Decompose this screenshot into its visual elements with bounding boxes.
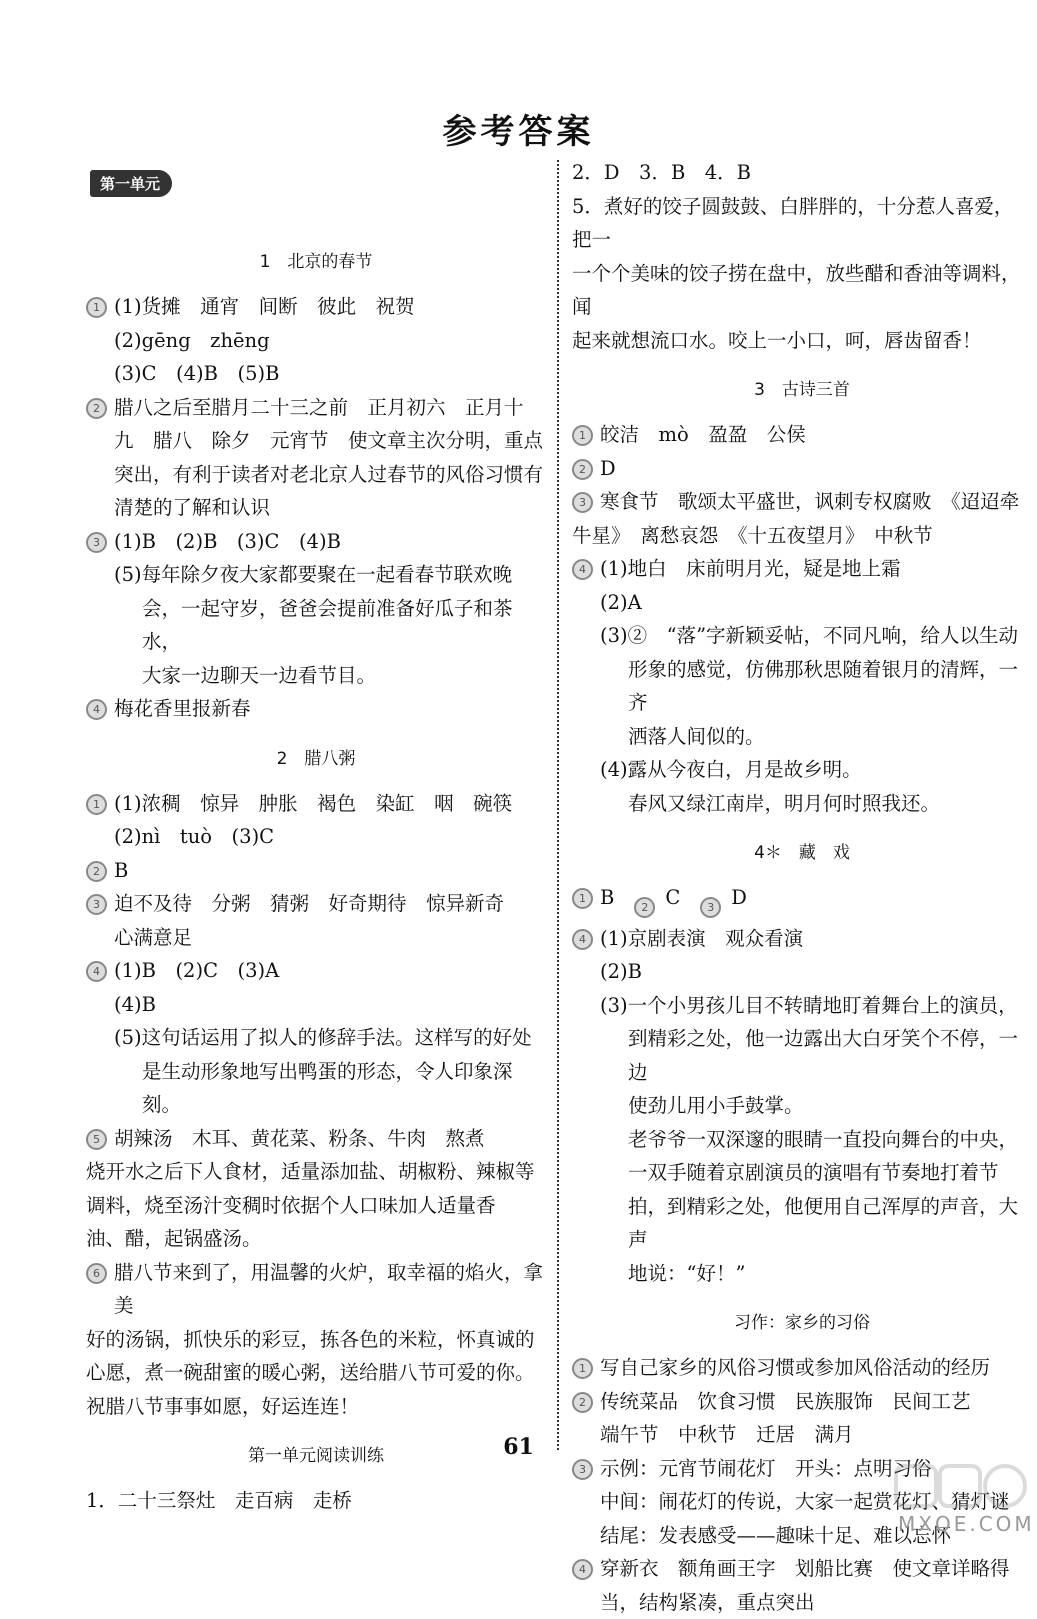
question-4	[86, 954, 546, 1122]
question-number-icon: 3	[86, 894, 107, 915]
answer-line: (4)B	[114, 988, 546, 1022]
question-1	[572, 1351, 1032, 1385]
answer-text: D	[731, 881, 747, 922]
question-number-icon: 1	[572, 425, 593, 446]
answer-line: 到精彩之处，他一边露出大白牙笑个不停，一边	[600, 1022, 1032, 1089]
answer-line: 腊八之后至腊月二十三之前 正月初六 正月十	[114, 391, 546, 425]
section-heading-beijing-spring-festival: 1 北京的春节	[86, 247, 546, 272]
answer-line: 九 腊八 除夕 元宵节 使文章主次分明，重点	[114, 424, 546, 458]
answer-line: 端午节 中秋节 迁居 满月	[600, 1418, 1032, 1452]
question-2	[572, 452, 1032, 486]
question-4	[86, 692, 546, 726]
answer-line: 心愿，煮一碗甜蜜的暖心粥，送给腊八节可爱的你。	[86, 1356, 546, 1390]
question-number-icon: 4	[572, 929, 593, 950]
answer-line: (1)B (2)C (3)A	[114, 954, 546, 988]
answer-line: 5．煮好的饺子圆鼓鼓、白胖胖的，十分惹人喜爱，把一	[572, 190, 1032, 257]
answer-line: 迫不及待 分粥 猜粥 好奇期待 惊异新奇	[114, 887, 546, 921]
answer-line: 2．D 3．B 4．B	[572, 156, 1032, 190]
answer-line: 春风又绿江南岸，明月何时照我还。	[600, 787, 1032, 821]
question-5	[86, 1122, 546, 1156]
question-number-icon: 1	[86, 794, 107, 815]
page-number: 61	[0, 1434, 1037, 1460]
answer-line: (5)每年除夕夜大家都要聚在一起看春节联欢晚	[114, 558, 546, 592]
question-number-icon: 1	[572, 1358, 593, 1379]
section-heading-three-poems: 3 古诗三首	[572, 375, 1032, 400]
answer-line: (1)地白 床前明月光，疑是地上霜	[600, 552, 1032, 586]
answer-line: 清楚的了解和认识	[114, 491, 546, 525]
answer-line: 穿新衣 额角画王字 划船比赛 使文章详略得	[600, 1552, 1032, 1586]
page-title: 参考答案	[0, 104, 1037, 153]
answer-line: 示例：元宵节闹花灯 开头：点明习俗	[600, 1452, 1032, 1486]
question-1	[572, 418, 1032, 452]
answer-line: D	[600, 452, 1032, 486]
question-number-icon: 1	[572, 888, 593, 909]
question-2	[86, 391, 546, 525]
answer-line: 烧开水之后下人食材，适量添加盐、胡椒粉、辣椒等	[86, 1155, 546, 1189]
question-number-icon: 2	[634, 897, 655, 918]
unit-badge: 第一单元	[90, 170, 172, 197]
answer-line: (1)货摊 通宵 间断 彼此 祝贺	[114, 290, 546, 324]
answer-line: (5)这句话运用了拟人的修辞手法。这样写的好处	[114, 1021, 546, 1055]
question-number-icon: 4	[572, 559, 593, 580]
answer-line: 腊八节来到了，用温馨的火炉，取幸福的焰火，拿美	[114, 1256, 546, 1323]
answer-line: (3)② “落”字新颖妥帖，不同凡响，给人以生动	[600, 619, 1032, 653]
answer-line: 胡辣汤 木耳、黄花菜、粉条、牛肉 熬煮	[114, 1122, 546, 1156]
answer-line: 使劲儿用小手鼓掌。	[600, 1089, 1032, 1123]
answer-line: 结尾：发表感受——趣味十足、难以忘怀	[600, 1519, 1032, 1553]
questions-1-2-3	[572, 881, 1032, 922]
answer-line: (1)京剧表演 观众看演	[600, 922, 1032, 956]
answer-line: (1)浓稠 惊异 肿胀 褐色 染缸 咽 碗筷	[114, 787, 546, 821]
question-2	[86, 854, 546, 888]
answer-line: (1)B (2)B (3)C (4)B	[114, 525, 546, 559]
answer-line: 牛星》 离愁哀怨 《十五夜望月》 中秋节	[572, 519, 1032, 553]
question-number-icon: 2	[572, 1392, 593, 1413]
question-number-icon: 3	[86, 532, 107, 553]
answer-line: 寒食节 歌颂太平盛世，讽刺专权腐败 《迢迢牵	[600, 485, 1032, 519]
question-number-icon: 4	[572, 1559, 593, 1580]
question-number-icon: 2	[572, 459, 593, 480]
question-4	[572, 922, 1032, 1291]
answer-text: B	[600, 881, 614, 922]
question-number-icon: 3	[700, 897, 721, 918]
answer-line: 是生动形象地写出鸭蛋的形态，令人印象深刻。	[114, 1055, 546, 1122]
answer-line: 1．二十三祭灶 走百病 走桥	[86, 1484, 546, 1518]
column-divider	[557, 160, 559, 1450]
answer-text: C	[665, 881, 680, 922]
question-number-icon: 4	[86, 961, 107, 982]
question-3	[86, 887, 546, 954]
question-6	[86, 1256, 546, 1323]
answer-line: 一双手随着京剧演员的演唱有节奏地打着节	[600, 1156, 1032, 1190]
answer-line: (4)露从今夜白，月是故乡明。	[600, 753, 1032, 787]
right-column	[572, 160, 1032, 1619]
question-number-icon: 2	[86, 398, 107, 419]
answer-line: 油、醋，起锅盛汤。	[86, 1222, 546, 1256]
question-number-icon: 5	[86, 1129, 107, 1150]
answer-line: 传统菜品 饮食习惯 民族服饰 民间工艺	[600, 1385, 1032, 1419]
answer-line: 地说：“好！”	[600, 1257, 1032, 1291]
answer-line: 写自己家乡的风俗习惯或参加风俗活动的经历	[600, 1351, 1032, 1385]
question-3	[86, 525, 546, 693]
answer-line: 一个个美味的饺子捞在盘中，放些醋和香油等调料，闻	[572, 257, 1032, 324]
question-4	[572, 1552, 1032, 1619]
section-heading-tibetan-opera: 4＊ 藏 戏	[572, 838, 1032, 863]
section-heading-hometown-customs: 习作：家乡的习俗	[572, 1308, 1032, 1333]
left-column	[86, 160, 546, 1518]
question-number-icon: 1	[86, 297, 107, 318]
answer-line: (2)nì tuò (3)C	[114, 820, 546, 854]
answer-line: 皎洁 mò 盈盈 公侯	[600, 418, 1032, 452]
question-1	[86, 290, 546, 391]
answer-line: 中间：闹花灯的传说，大家一起赏花灯、猜灯谜	[600, 1485, 1032, 1519]
answer-line: 形象的感觉，仿佛那秋思随着银月的清辉，一齐	[600, 653, 1032, 720]
answer-line: 祝腊八节事事如愿，好运连连！	[86, 1390, 546, 1424]
answer-line: (2)A	[600, 586, 1032, 620]
answer-line: 洒落人间似的。	[600, 720, 1032, 754]
answer-line: (3)一个小男孩儿目不转睛地盯着舞台上的演员，	[600, 989, 1032, 1023]
section-heading-unit-reading: 第一单元阅读训练	[86, 1441, 546, 1466]
answer-line: 当，结构紧凑，重点突出	[600, 1586, 1032, 1619]
answer-line: 心满意足	[114, 921, 546, 955]
answer-line: 老爷爷一双深邃的眼睛一直投向舞台的中央，	[600, 1123, 1032, 1157]
question-1	[86, 787, 546, 854]
question-3	[572, 485, 1032, 519]
question-number-icon: 3	[572, 492, 593, 513]
answer-line: 调料，烧至汤汁变稠时依据个人口味加人适量香	[86, 1189, 546, 1223]
answer-line: 梅花香里报新春	[114, 692, 546, 726]
answer-line: 好的汤锅，抓快乐的彩豆，拣各色的米粒，怀真诚的	[86, 1323, 546, 1357]
answer-line: (3)C (4)B (5)B	[114, 357, 546, 391]
question-4	[572, 552, 1032, 820]
answer-line: (2)B	[600, 955, 1032, 989]
answer-line: 起来就想流口水。咬上一小口，呵，唇齿留香！	[572, 324, 1032, 358]
question-number-icon: 2	[86, 861, 107, 882]
answer-line: B	[114, 854, 546, 888]
section-heading-laba-porridge: 2 腊八粥	[86, 744, 546, 769]
answer-line: 会，一起守岁，爸爸会提前准备好瓜子和茶水，	[114, 592, 546, 659]
question-number-icon: 4	[86, 699, 107, 720]
answer-line: 拍，到精彩之处，他便用自己浑厚的声音，大声	[600, 1190, 1032, 1257]
watermark-text: MXQE.COM	[898, 1512, 1035, 1536]
answer-line: (2)gēng zhēng	[114, 324, 546, 358]
question-number-icon: 6	[86, 1263, 107, 1284]
question-number-icon: 3	[572, 1459, 593, 1480]
answer-line: 突出，有利于读者对老北京人过春节的风俗习惯有	[114, 458, 546, 492]
answer-line: 大家一边聊天一边看节目。	[114, 659, 546, 693]
